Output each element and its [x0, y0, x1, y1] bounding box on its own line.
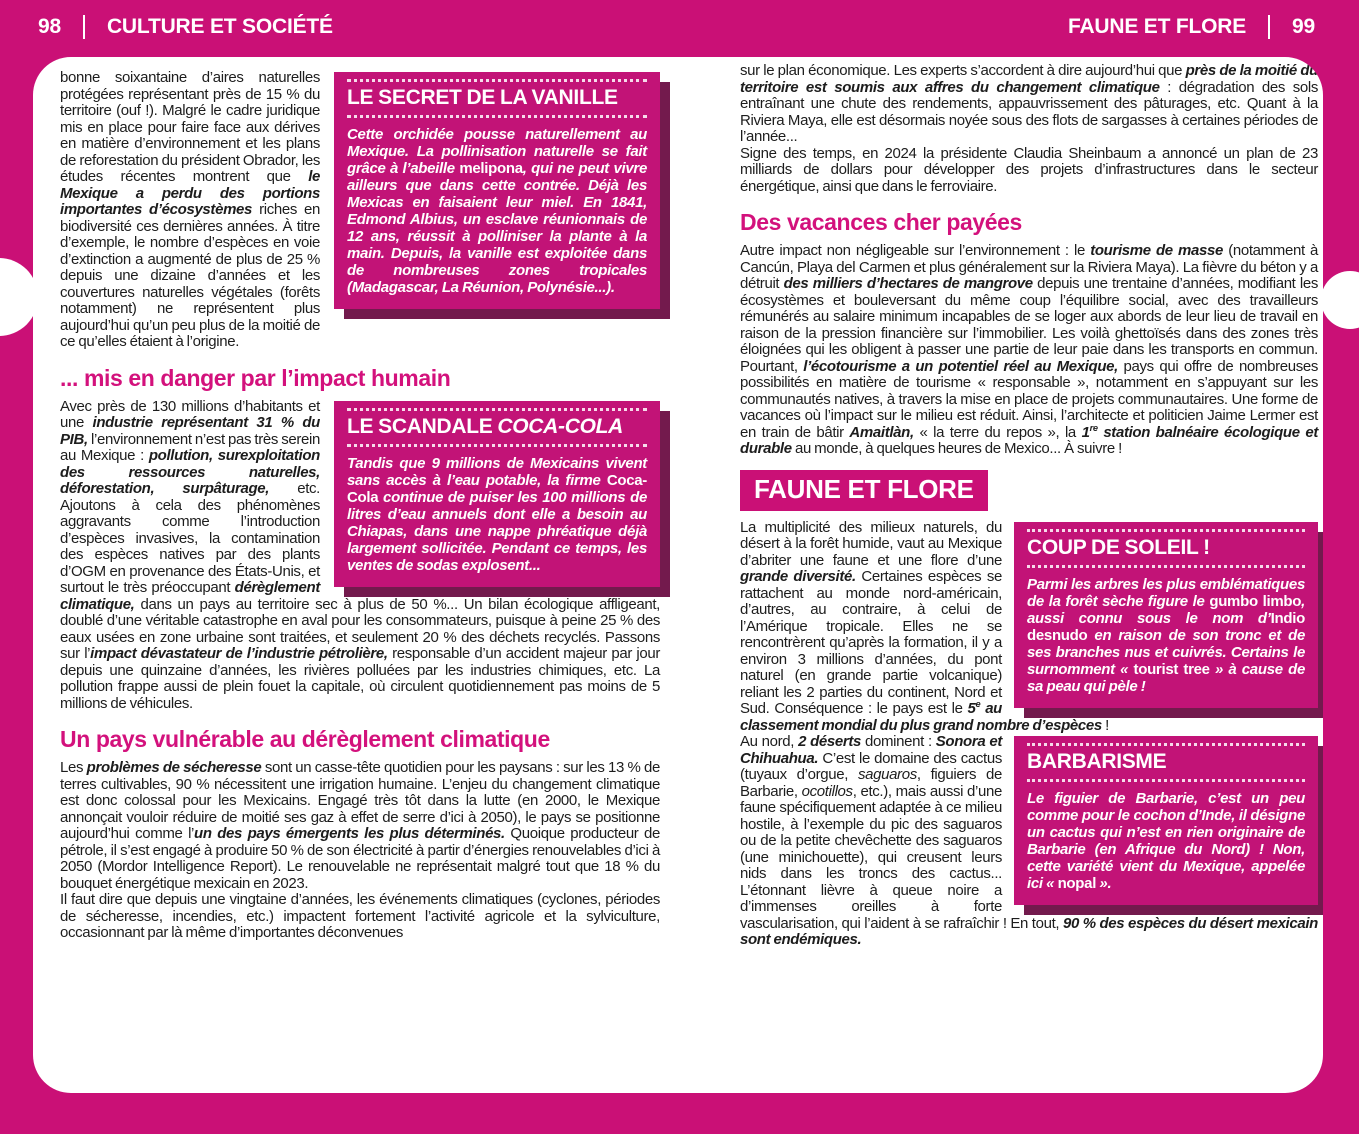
- text-segment: Au nord,: [740, 733, 799, 750]
- paragraph: [60, 70, 660, 351]
- text-segment: dans un pays au territoire sec à plus de 50 %... Un bilan écologique affligeant, doublé d’une véritable catastrophe en aval pour les consommateurs, puisque à peine 25 % des eaux usées en zone urbaine sont traitées, et seulement 20 % des déchets recyclés. Passons sur l’: [60, 595, 660, 662]
- text-segment: grande diversité.: [740, 568, 856, 585]
- text-segment: tourist tree: [1133, 660, 1210, 678]
- text-segment: ».: [1096, 875, 1112, 893]
- text-segment: le Mexique a perdu des portions importantes d’écosystèmes: [60, 168, 320, 218]
- sidebar-box-vanilla: [334, 72, 660, 309]
- text-segment: bonne soixantaine d’aires naturelles protégées représentant près de 15 % du territoire (ouf !). Malgré le cadre juridique mis en place pour faire face aux dérives en matière d’environnement et les plans de reforestation du président Obrador, les études récentes montrent que: [60, 69, 320, 185]
- text-segment: continue de puiser les 100 millions de litres d’eau annuels dont elle a besoin au Chiapas, dans une nappe phréatique déjà largement sollicitée. Pendant ce temps, les ventes de sodas explosent...: [347, 488, 647, 574]
- text-segment: nopal: [1057, 875, 1097, 893]
- section-heading-vacances: Des vacances cher payées: [740, 209, 1022, 235]
- text-segment: gumbo limbo: [1209, 592, 1302, 610]
- header-divider: [83, 15, 85, 39]
- text-segment: 1: [1081, 423, 1090, 441]
- sidebar-box-barbarisme: [1014, 736, 1318, 905]
- box-title: LE SECRET DE LA VANILLE: [347, 79, 647, 118]
- banner-row: [740, 458, 1318, 520]
- text-segment: près de la moitié du territoire est soumis aux affres du changement climatique: [740, 62, 1318, 96]
- text-segment: sont un casse-tête quotidien pour les paysans : sur les 13 % de terres cultivables, 90 % nécessitent une irrigation humaine. L’enjeu du changement climatique est donc colossal pour les Mexicains. Engagé très tôt dans la lutte (en 2000, le Mexique annonçait vouloir réduire de moitié ses gaz à effet de serre d’ici à 2050), le pays se positionne aujourd’hui comme l’: [60, 759, 660, 842]
- text-segment: dérèglement climatique,: [60, 579, 320, 613]
- text-segment: au monde, à quelques heures de Mexico... À suivre !: [791, 440, 1122, 457]
- text-segment: depuis une trentaine d’années, modifiant les écosystèmes et bouleversant du même coup l’équilibre social, avec des travailleurs rémunérés au salaire minimum incapables de se loger aux abords de leur lieu de travail en raison de la pression financière sur l’immobilier. Les voilà ghettoïsés dans des zones très éloignées qui les obligent à passer une partie de leur paie dans les transports en commun. Pourtant,: [740, 275, 1318, 375]
- page-right: [740, 63, 1318, 949]
- text-segment: : dégradation des sols entraînant une chute des rendements, appauvrissement des pâturages, etc. Quant à la Riviera Maya, elle est désormais noyée sous des flots de sargasses à certaines périodes de l’année...: [740, 78, 1318, 145]
- text-segment: l’écotourisme a un potentiel réel au Mexique,: [803, 357, 1118, 375]
- box-body: [1027, 576, 1305, 695]
- text-segment: Signe des temps, en 2024 la présidente Claudia Sheinbaum a annoncé un plan de 23 milliards de dollars pour développer des projets d’infrastructures dans le secteur énergétique, ainsi que dans le ferroviaire.: [740, 144, 1318, 195]
- paragraph: [740, 63, 1318, 146]
- section-heading-climate: Un pays vulnérable au dérèglement climatique: [60, 726, 550, 752]
- box-body: [347, 126, 647, 296]
- page-sheet: [33, 57, 1323, 1093]
- text-segment: Coca-Cola: [347, 471, 647, 506]
- chapter-banner-faune-et-flore: FAUNE ET FLORE: [740, 470, 988, 511]
- text-segment: » à cause de sa peau qui pèle !: [1027, 660, 1305, 695]
- text-segment: en raison de son tronc et de ses branches nus et cuivrés. Certains le surnomment «: [1027, 626, 1305, 678]
- text-segment: industrie représentant 31 % du PIB,: [60, 414, 320, 448]
- text-segment: 5: [967, 700, 976, 717]
- text-segment: problèmes de sécheresse: [86, 759, 262, 776]
- running-title-right: FAUNE ET FLORE: [1067, 15, 1247, 38]
- running-title-left: CULTURE ET SOCIÉTÉ: [106, 15, 333, 38]
- text-segment: Indio desnudo: [1027, 609, 1305, 644]
- text-segment: e: [975, 699, 981, 709]
- text-segment: tourisme de masse: [1090, 242, 1223, 259]
- text-segment: station balnéaire écologique et durable: [740, 423, 1319, 457]
- text-segment: impact dévastateur de l’industrie pétrolière,: [90, 645, 388, 662]
- sidebar-box-coup-de-soleil: [1014, 522, 1318, 708]
- text-segment: Quoique producteur de pétrole, il s’est engagé à produire 50 % de son électricité à partir d’énergies renouvelables d’ici à 2050 (Mordor Intelligence Report). Le renouvelable ne représentait malgré tout que 18 % du bouquet énergétique mexicain en 2023.: [60, 825, 660, 892]
- paragraph: [740, 734, 1318, 949]
- header-left-group: [38, 15, 333, 39]
- text-segment: etc. Ajoutons à cela des phénomènes aggravants comme l’introduction d’espèces invasives, la contamination des espèces natives par des plants d’OGM en provenance des États-Unis, et surtout le très préoccupant: [60, 480, 320, 596]
- text-segment: responsable d’un accident majeur par jour depuis une quinzaine d’années, les rivières polluées par les industries chimiques, etc. La pollution frappe aussi de plein fouet la capitale, où circulent quotidiennement pas moins de 5 millions de véhicules.: [60, 645, 660, 712]
- text-segment: Le figuier de Barbarie, c’est un peu comme pour le cochon d’Inde, il désigne un cactus qui n’est en rien originaire de Barbarie (en Afrique du Nord) ! Non, cette variété vient du Mexique, appelée ici «: [1027, 790, 1305, 893]
- page-number-right: 99: [1292, 15, 1315, 38]
- text-segment: , qui ne peut vivre ailleurs que dans cette contrée. Déjà les Mexicas en faisaient leur miel. En 1841, Edmond Albius, un esclave réunionnais de 12 ans, réussit à polliniser la plante à la main. Depuis, la vanille est exploitée dans de nombreuses zones tropicales (Madagascar, La Réunion, Polynésie...).: [347, 160, 647, 297]
- text-segment: Les: [60, 759, 87, 776]
- text-segment: , etc.), mais aussi d’une faune spécifiquement adaptée à ce milieu hostile, à l’exemple du pic des saguaros ou de la petite chevêchette des saguaros (une minichouette), qui creusent leurs nids dans les troncs des cactus... L’étonnant lièvre à queue noire a d’immenses oreilles à forte vascularisation, qui l’aident à se rafraîchir ! En tout,: [740, 782, 1063, 932]
- text-segment: COCA-COLA: [497, 414, 623, 438]
- text-segment: l’environnement n’est pas très serein au Mexique :: [60, 430, 320, 464]
- paragraph: [60, 760, 660, 892]
- margin-notch-right: [1321, 271, 1359, 329]
- text-segment: (notamment à Cancún, Playa del Carmen et plus généralement sur la Riviera Maya). La fièvre du béton y a détruit: [740, 242, 1318, 292]
- text-segment: riches en biodiversité ces dernières années. À titre d’exemple, le nombre d’espèces en voie d’extinction a augmenté de plus de 25 % depuis une dizaine d’années et les couvertures naturelles végétales (forêts notamment) ne représentent plus aujourd’hui qu’un peu plus de la moitié de ce qu’elles étaient à l’origine.: [60, 201, 320, 350]
- text-segment: Certaines espèces se rattachent au monde nord-américain, d’autres, au contraire, à celui de l’Amérique tropicale. Elles ne se rencontrèrent qu’après la formation, il y a environ 3 millions d’années, du pont naturel (en grande partie volcanique) reliant les 2 parties du continent, Nord et Sud. Conséquence : le pays est le: [740, 568, 1002, 717]
- header-right-group: [1068, 15, 1315, 39]
- text-segment: pays qui offre de nombreuses possibilités en matière de tourisme « responsable », notamment en s’appuyant sur les communautés natives, à travers la mise en place de projets communautaires. Une forme de vacances où l’impact sur le milieu est réduit. Ainsi, l’architecte et politicien Jaime Lermer est en train de bâtir: [740, 357, 1318, 441]
- text-segment: saguaros: [857, 766, 917, 783]
- text-segment: Tandis que 9 millions de Mexicains vivent sans accès à l’eau potable, la firme: [347, 454, 647, 489]
- box-body: [1027, 790, 1305, 892]
- text-segment: « la terre du repos », la: [913, 423, 1082, 441]
- text-segment: !: [1101, 716, 1109, 734]
- text-segment: re: [1089, 422, 1098, 433]
- box-body: [347, 455, 647, 574]
- paragraph: [740, 243, 1318, 458]
- text-segment: melipona: [459, 160, 523, 178]
- header-bar: [0, 0, 1359, 57]
- text-segment: au classement mondial du plus grand nombre d’espèces: [740, 700, 1102, 734]
- box-title: [347, 408, 647, 447]
- paragraph: [740, 520, 1318, 735]
- text-segment: C’est le domaine des cactus (tuyaux d’orgue,: [740, 749, 1002, 783]
- text-segment: 90 % des espèces du désert mexicain sont endémiques.: [740, 914, 1318, 948]
- text-segment: Autre impact non négligeable sur l’environnement : le: [740, 242, 1091, 259]
- text-segment: 2 déserts: [798, 733, 862, 750]
- text-segment: Il faut dire que depuis une vingtaine d’années, les événements climatiques (cyclones, périodes de sécheresse, incendies, etc.) impactent fortement l’activité agricole et la sylviculture, occasionnant par là même d’importantes déconvenues: [60, 891, 660, 941]
- text-segment: dominent :: [861, 733, 936, 750]
- text-segment: Parmi les arbres les plus emblématiques de la forêt sèche figure le: [1027, 575, 1305, 610]
- text-segment: La multiplicité des milieux naturels, du désert à la forêt humide, vaut au Mexique d’abriter une faune et une flore d’une: [740, 518, 1002, 569]
- text-segment: ocotillos: [801, 782, 853, 800]
- page-left: [60, 70, 660, 942]
- text-segment: Sonora et Chihuahua.: [740, 733, 1002, 767]
- section-heading-impact: ... mis en danger par l’impact humain: [60, 364, 451, 391]
- paragraph: [60, 892, 660, 942]
- text-segment: Amaitlàn,: [849, 423, 914, 441]
- header-divider: [1268, 15, 1270, 39]
- page-number-left: 98: [38, 15, 61, 38]
- box-title: BARBARISME: [1027, 743, 1305, 782]
- text-segment: , aussi connu sous le nom d’: [1027, 592, 1305, 627]
- box-title: COUP DE SOLEIL !: [1027, 529, 1305, 568]
- text-segment: sur le plan économique. Les experts s’accordent à dire aujourd’hui que: [740, 62, 1186, 79]
- text-segment: un des pays émergents les plus déterminés.: [194, 825, 505, 842]
- text-segment: , figuiers de Barbarie,: [740, 766, 1002, 800]
- paragraph: [60, 399, 660, 713]
- paragraph: [740, 146, 1318, 196]
- text-segment: Cette orchidée pousse naturellement au Mexique. La pollinisation naturelle se fait grâce à l’abeille: [347, 126, 647, 178]
- sidebar-box-coca-cola: [334, 401, 660, 587]
- text-segment: Avec près de 130 millions d’habitants et une: [60, 397, 320, 431]
- text-segment: pollution, surexploitation des ressources naturelles, déforestation, surpâturage,: [60, 447, 320, 497]
- text-segment: des milliers d’hectares de mangrove: [783, 275, 1033, 292]
- text-segment: LE SCANDALE: [347, 414, 498, 438]
